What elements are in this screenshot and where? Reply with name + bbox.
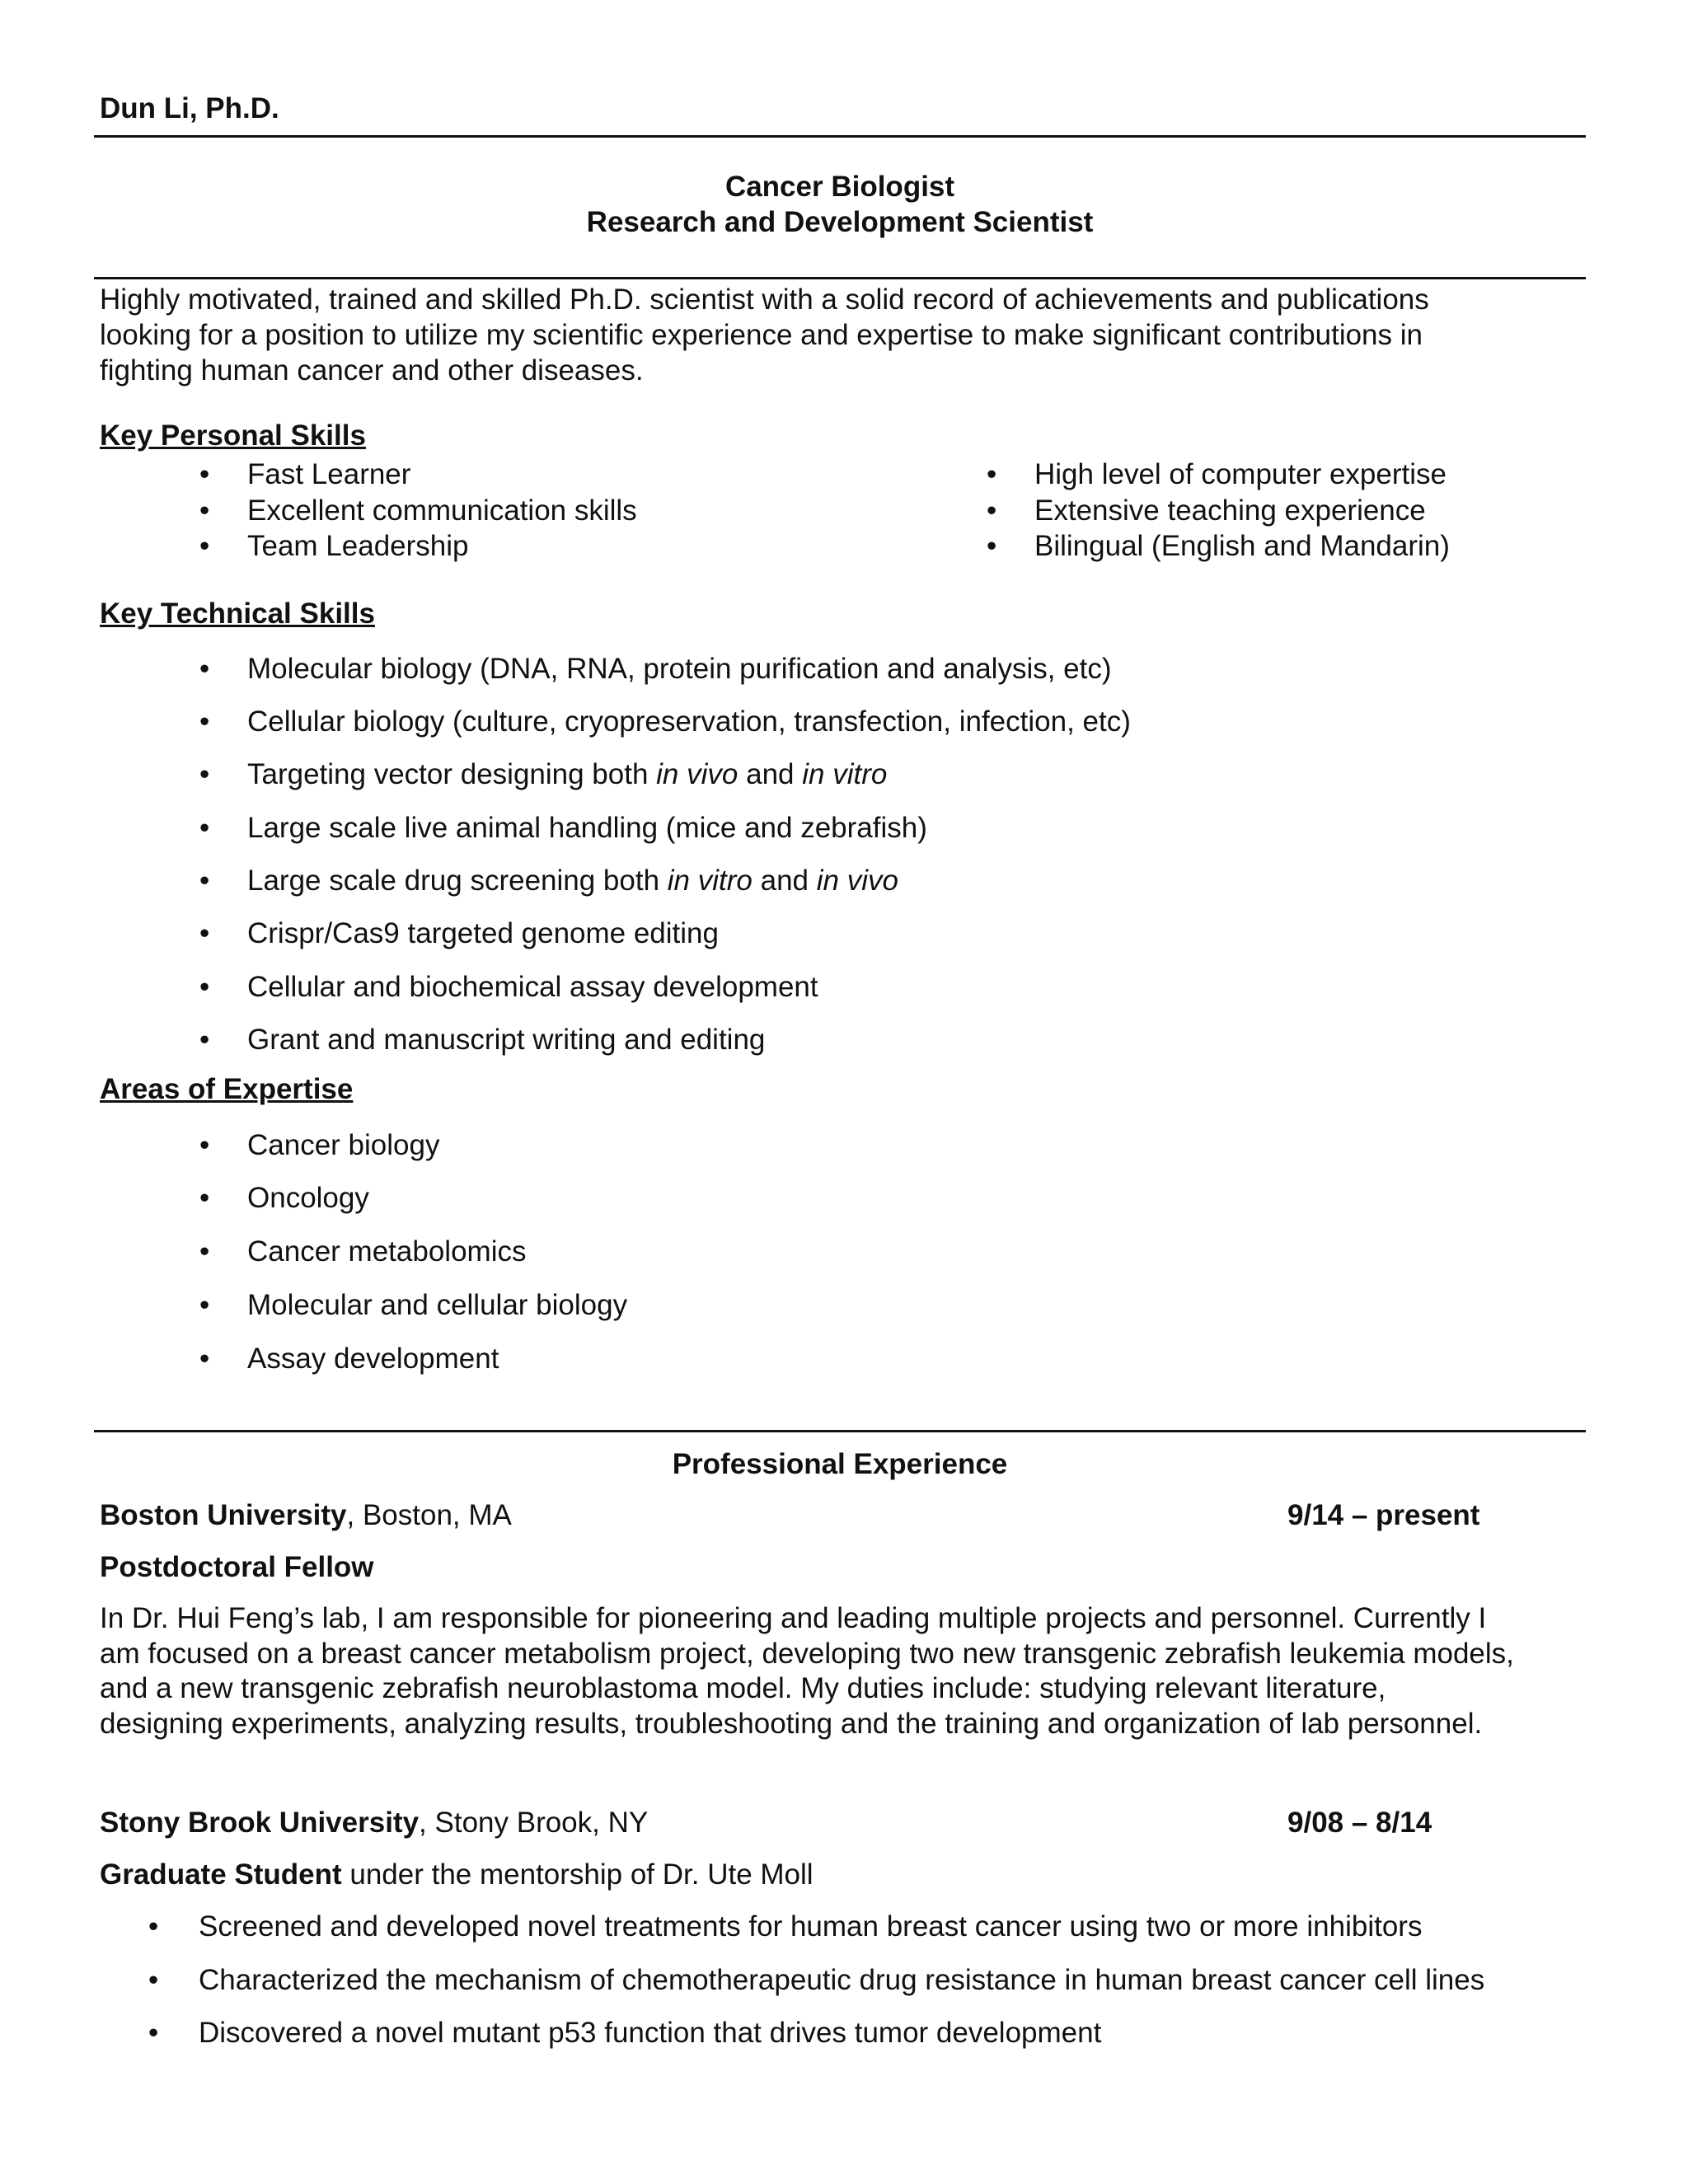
title-rule [94,277,1586,279]
job-description-line: designing experiments, analyzing results, troubleshooting and the training and organization of lab personnel. [100,1708,1483,1740]
title-line-2: Research and Development Scientist [586,206,1094,238]
expertise-heading: Areas of Expertise [100,1073,354,1105]
job-dates: 9/14 – present [1287,1499,1480,1531]
personal-skills-heading: Key Personal Skills [100,419,366,452]
job-org-line: Stony Brook University, Stony Brook, NY [100,1807,649,1839]
technical-skills-heading: Key Technical Skills [100,598,375,630]
job-role: Postdoctoral Fellow [100,1551,374,1583]
resume-page: Dun Li, Ph.D. Cancer Biologist Research and Development Scientist Highly motivated, trained and skilled Ph.D. scientist with a solid record of achievements and publications looking for a position to utilize my scientific experience and expertise to make significant contributions in fighting human cancer and other diseases. Key Personal Skills • Fast Learner • Excellent communication skills • Team Leadership • High level of computer expertise • Extensive teaching experience • Bilingual (English and Mandarin) Key Technical Skills • Molecular biology (DNA, RNA, protein purification and analysis, etc) • Cellular biology (culture, cryopreservation, transfection, infection, etc) • Targeting vector designing both in vivo and in vitro • Large scale live animal handling (mice and zebrafish) • Large scale drug screening both in vitro and in vivo • Crispr/Cas9 targeted genome editing • Cellular and biochemical assay development • Grant and manuscript writing and editing Areas of Expertise • Cancer biology • Oncology • Cancer metabolomics • Molecular and cellular biology • Assay development Professional Experience Boston University, Boston, MA 9/14 – present Postdoctoral Fellow In Dr. Hui Feng’s lab, I am responsible for pioneering and leading multiple projects and personnel. Currently I am focused on a breast cancer metabolism project, developing two new transgenic zebrafish leukemia models, and a new transgenic zebrafish neuroblastoma model. My duties include: studying relevant literature, designing experiments, analyzing results, troubleshooting and the training and organization of lab personnel. Stony Brook University, Stony Brook, NY 9/08 – 8/14 Graduate Student under the mentorship of Dr. Ute Moll • Screened and developed novel treatments for human breast cancer using two or more inhibitors • Characterized the mechanism of chemotherapeutic drug resistance in human breast cancer cell lines • Discovered a novel mutant p53 function that drives tumor development [0,0,1688,2184]
job-description-line: and a new transgenic zebrafish neuroblastoma model. My duties include: studying relevant literature, [100,1672,1386,1704]
job-org-line: Boston University, Boston, MA [100,1499,512,1531]
experience-heading: Professional Experience [672,1448,1008,1480]
title-line-1: Cancer Biologist [724,171,955,203]
job-role-line: Graduate Student under the mentorship of Dr. Ute Moll [100,1858,814,1891]
job-description-line: In Dr. Hui Feng’s lab, I am responsible for pioneering and leading multiple projects and personnel. Currently I [100,1602,1487,1634]
job-description-line: am focused on a breast cancer metabolism project, developing two new transgenic zebrafish leukemia models, [100,1638,1514,1670]
job-dates: 9/08 – 8/14 [1287,1807,1432,1839]
candidate-name: Dun Li, Ph.D. [100,92,279,124]
header-rule [94,135,1586,138]
summary-line-1: Highly motivated, trained and skilled Ph.D. scientist with a solid record of achievements and publications [100,284,1429,316]
summary-line-3: fighting human cancer and other diseases. [100,354,644,387]
experience-rule [94,1430,1586,1432]
summary-line-2: looking for a position to utilize my scientific experience and expertise to make significant contributions in [100,319,1423,351]
